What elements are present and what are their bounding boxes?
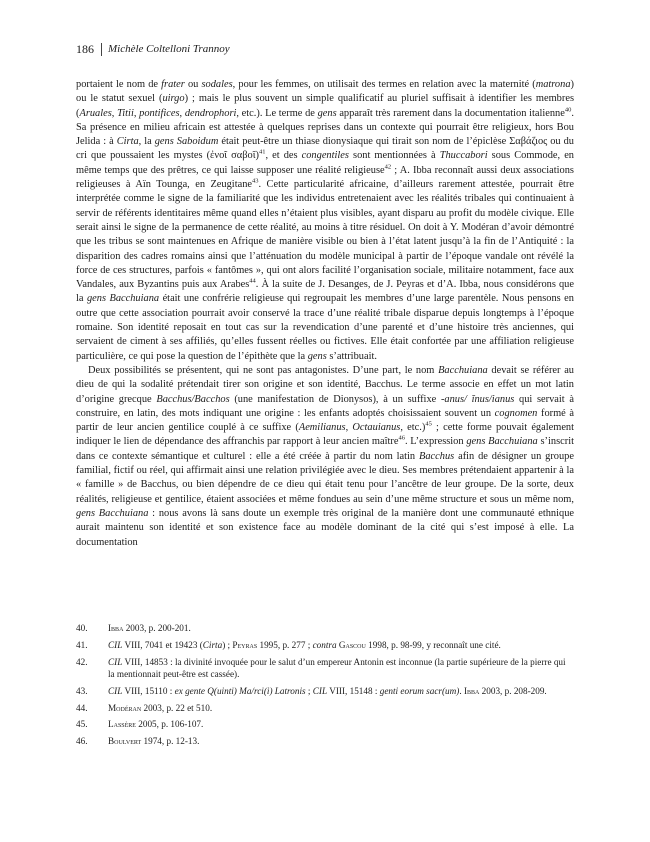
text-run: s’inscrit dans ce contexte sémantique et culturel : elle a été créée à partir du nom latin (76, 436, 574, 462)
italic-text: congentiles (301, 150, 349, 162)
footnote-ref: 45 (425, 420, 432, 428)
text-run: ) ; mais le plus souvent un simple qualificatif au pluriel suffisait à identifier les membres ( (76, 93, 574, 119)
text-run: portaient le nom de (76, 79, 162, 90)
running-header (76, 41, 574, 57)
text-run: ; (305, 685, 313, 696)
italic-text: Titii (117, 107, 134, 119)
italic-text: genti eorum sacr(um) (379, 685, 460, 696)
text-run: ou (184, 79, 202, 90)
footnote-text (108, 735, 574, 747)
text-run: Deux possibilités se présentent, qui ne sont pas antagonistes. D’une part, le nom (88, 364, 439, 376)
italic-text: Aemilianus (298, 422, 346, 434)
author-name: Peyras (232, 639, 258, 650)
text-run: était une confrérie religieuse qui regroupait les membres d’une large parentèle. Nous pensons en outre que cette association pourrait avoir conservé la trace d’une réalité tribale disparue depuis longtemps à l’époque romaine. Son identité reposait en tout cas sur la revendication d’une parenté et d’une histoire très anciennes, qui servaient de ciment à ses affiliés, qu’elles fussent réelles ou fictives. Elle était confortée par une affiliation religieuse particulière, ce qui pose la question de l’épithète que la (76, 293, 574, 362)
text-run: 1998, p. 98-99, y reconnaît une cité. (365, 639, 501, 650)
italic-text: -anus/ ĭnus/ianus (440, 393, 515, 405)
text-run: 1974, p. 12-13. (141, 736, 200, 747)
italic-text: frater (161, 79, 185, 90)
italic-text: cognomen (494, 407, 538, 419)
footnote (76, 656, 574, 681)
paragraph-2 (76, 364, 574, 550)
italic-text: Bacchuiana (438, 364, 488, 376)
footnote-text (108, 718, 574, 730)
footnote-number: 44. (76, 702, 88, 713)
footnote-ref: 43 (252, 177, 259, 185)
text-run: VIII, 14853 : la divinité invoquée pour le salut d’un empereur Antonin est inconnue (la partie supérieure de la pierre qui la mentionnait peut-être est cassée). (108, 656, 566, 679)
text-run: apparaît très rarement dans la documentation italienne (336, 107, 565, 119)
italic-text: gens (307, 350, 327, 362)
text-run: , (133, 107, 140, 119)
text-run: . Cette particularité africaine, d’ailleurs rarement attestée, pourrait être interprétée comme le signe de la familiarité que les individus entretenaient avec les réalités tribales qui continuaient à servir de référents identitaires même quand elles n’étaient plus visibles, ayant disparu au profit du modèle civique. Elle serait ainsi le signe de la permanence de cette réalité, au moins à titre résiduel. On doit à Y. Modéran d’avoir démontré que les tribus se sont maintenues en Afrique de manière visible ou bien à l’état latent jusqu’à la fin de l’Antiquité : la disparition des cadres romains ainsi que l’atténuation du modèle municipal à partir de l’époque vandale ont révélé la force de ces structures, parfois « fantômes », qui ont alors facilité l’organisation sociale, militaire notamment, face aux Vandales, aux Byzantins puis aux Arabes (76, 179, 574, 291)
footnote-text (108, 685, 574, 697)
footnote-number: 46. (76, 736, 88, 747)
author-name: Gascou (338, 639, 366, 650)
paragraph-1 (76, 78, 574, 364)
footnotes (76, 622, 574, 752)
text-run: 1995, p. 277 ; (257, 639, 313, 650)
text-run: formé à partir de leur ancien gentilice couplé à ce suffixe ( (76, 407, 575, 434)
italic-text: Thuccabori (439, 150, 488, 162)
footnote-ref: 41 (258, 149, 266, 157)
footnote-ref: 42 (384, 163, 392, 171)
italic-text: Octauianus (352, 422, 401, 434)
italic-text: gens Bacchuiana (76, 507, 149, 519)
footnote (76, 702, 574, 714)
text-run: VIII, 15148 : (327, 685, 380, 696)
italic-text: gens Saboidum (154, 136, 219, 148)
italic-text: uirgo (162, 93, 185, 105)
text-run: 2003, p. 208-209. (479, 685, 547, 696)
text-run: (une manifestation de Dionysos), à un suffixe (229, 393, 441, 405)
running-author: Michèle Coltelloni Trannoy (108, 43, 230, 55)
italic-text: CIL (108, 656, 123, 667)
italic-text: gens (317, 107, 337, 119)
text-run: afin de désigner un groupe familial, fictif ou réel, qui affirmait ainsi une relation privilégiée avec le dieu. Ses membres prétendaient appartenir à la « famille » de Bacchus, ou bien dépendre de ce dieu qui était tenu pour l’ancêtre de leur groupe. De la sorte, deux réalités, religieuse et gentilice, étaient associées et même fondues au sein d’une même structure et sous un même nom, (76, 450, 574, 505)
italic-text: pontifices (139, 107, 180, 119)
italic-text: dendrophori (184, 107, 237, 119)
text-run: 2005, p. 106-107. (135, 719, 204, 730)
author-name: Ibba (108, 623, 124, 633)
italic-text: CIL (108, 639, 123, 650)
author-name: Modéran (108, 702, 142, 713)
footnote-number: 42. (76, 656, 88, 667)
italic-text: gens Bacchuiana (86, 293, 160, 305)
header-divider (101, 43, 102, 56)
italic-text: Cirta (116, 136, 139, 148)
text-run: 2003, p. 200-201. (123, 623, 191, 633)
text-run: 2003, p. 22 et 510. (141, 702, 213, 713)
text-run: ) ; (222, 639, 233, 650)
italic-text: Aruales (79, 107, 112, 119)
italic-text: CIL (312, 685, 328, 696)
text-run: , (345, 422, 353, 434)
text-run: , et des (265, 150, 302, 162)
footnote-number: 40. (76, 623, 88, 633)
text-run: . L’expression (404, 436, 467, 448)
text-run: , pour les femmes, on utilisait des termes en relation avec la maternité ( (232, 79, 536, 90)
italic-text: matrona (535, 79, 571, 90)
italic-text: Bacchus/Bacchos (156, 393, 230, 405)
text-run: sous Commode, en même temps que des prêtres, ce qui laisse supposer une réalité religieuse (76, 150, 574, 176)
text-run: VIII, 7041 et 19423 ( (122, 639, 203, 650)
italic-text: Bacchus (419, 450, 455, 462)
footnote-number: 45. (76, 719, 88, 730)
footnote-text (108, 656, 574, 681)
footnote (76, 639, 574, 651)
text-run: sont mentionnées à (348, 150, 440, 162)
footnote-text (108, 639, 574, 651)
text-run: VIII, 15110 : (122, 685, 175, 696)
text-run: ) ou le statut sexuel ( (76, 79, 574, 105)
italic-text: ex gente Q(uinti) Ma/rci(i) Latronis (174, 685, 306, 696)
author-name: Ibba (463, 685, 480, 696)
author-name: Boulvert (108, 736, 142, 747)
text-run: , (179, 107, 185, 119)
footnote (76, 622, 574, 634)
text-run: , (111, 107, 118, 119)
footnote (76, 718, 574, 730)
text-run: . Sa présence en milieu africain est attestée à quelques reprises dans un contexte qui pourrait être religieux, hors Bou Jelida : à (76, 107, 574, 148)
text-run: devait se référer au dieu de qui la sodalité prétendait tirer son origine et son identité, Bacchus. Le terme associe en effet un mot latin d’origine grecque (76, 364, 574, 405)
author-name: Lassère (108, 719, 136, 730)
text-run: , etc.) (400, 422, 426, 434)
italic-text: gens Bacchuiana (466, 436, 538, 448)
main-text (76, 78, 574, 550)
footnote-ref: 46 (398, 434, 405, 442)
text-run: : nous avons là sans doute un exemple très original de la manière dont une communauté ethnique aurait maintenu son identité et son existence face au modèle dominant de la cité qui s’est imposé à elle. La documentation (76, 507, 574, 548)
text-run: , la (138, 136, 155, 148)
text-run: ; A. Ibba reconnaît aussi deux associations religieuses à Aïn Tounga, en Zeugitane (76, 164, 574, 191)
footnote (76, 735, 574, 747)
footnote (76, 685, 574, 697)
footnote-number: 41. (76, 639, 88, 650)
text-run: s’attribuait. (326, 350, 377, 362)
text-run: ; cette forme pouvait également indiquer le lien de dépendance des affranchis par rapport à leur ancien maître (76, 422, 575, 448)
footnote-text (108, 622, 574, 634)
page-number: 186 (76, 41, 94, 56)
footnote-ref: 40 (564, 106, 572, 114)
text-run: qui servait à construire, en latin, des mots indiquant une origine : les enfants adoptés choisissaient souvent un (76, 393, 574, 419)
text-run: . À la suite de J. Desanges, de J. Peyras et d’A. Ibba, nous considérons que la (76, 279, 574, 305)
footnote-number: 43. (76, 685, 88, 696)
text-run: était peut-être un thiase dionysiaque qui tirait son nom de l’épiclèse Σαβάζιος ou du cri que poussaient les mystes (ἐνοῖ σαβοῖ) (76, 136, 575, 162)
italic-text: Cirta (202, 639, 223, 650)
italic-text: sodales (201, 79, 233, 90)
italic-text: contra (312, 639, 337, 650)
footnote-ref: 44 (249, 277, 256, 285)
text-run: . (459, 685, 464, 696)
italic-text: CIL (108, 685, 123, 696)
text-run: , etc.). Le terme de (236, 107, 318, 119)
footnote-text (108, 702, 574, 714)
